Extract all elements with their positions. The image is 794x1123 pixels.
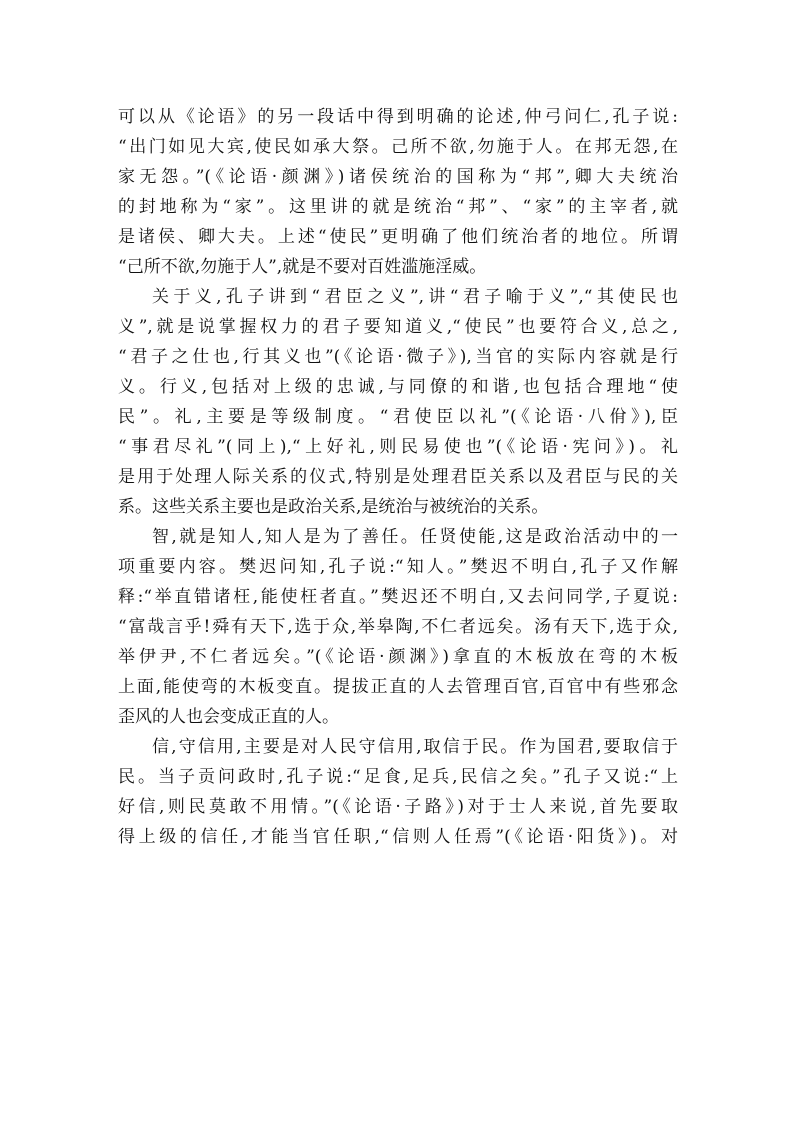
text-line: 得上级的信任,才能当官任职,“信则人任焉”(《论语·阳货》)。对	[118, 827, 678, 847]
text-line: 民。当子贡问政时,孔子说:“足食,足兵,民信之矣。”孔子又说:“上	[118, 767, 678, 787]
document-page	[118, 102, 678, 852]
paragraph	[118, 282, 678, 522]
text-line: 是用于处理人际关系的仪式,特别是处理君臣关系以及君臣与民的关	[118, 467, 678, 487]
text-line: 信,守信用,主要是对人民守信用,取信于民。作为国君,要取信于	[152, 737, 678, 757]
paragraph	[118, 732, 678, 852]
text-line: “富哉言乎!舜有天下,选于众,举皋陶,不仁者远矣。汤有天下,选于众,	[118, 617, 678, 637]
paragraph	[118, 522, 678, 732]
text-line: 智,就是知人,知人是为了善任。任贤使能,这是政治活动中的一	[152, 527, 678, 547]
text-line: “出门如见大宾,使民如承大祭。己所不欲,勿施于人。在邦无怨,在	[118, 137, 678, 157]
text-line: 是诸侯、卿大夫。上述“使民”更明确了他们统治者的地位。所谓	[118, 227, 678, 247]
text-line: “事君尽礼”(同上),“上好礼,则民易使也”(《论语·宪问》)。礼	[118, 437, 678, 457]
text-line: 义”,就是说掌握权力的君子要知道义,“使民”也要符合义,总之,	[118, 317, 678, 337]
paragraph	[118, 102, 678, 282]
text-line: 家无怨。”(《论语·颜渊》)诸侯统治的国称为“邦”,卿大夫统治	[118, 167, 678, 187]
text-line: 可以从《论语》的另一段话中得到明确的论述,仲弓问仁,孔子说:	[118, 107, 678, 127]
text-line: 民”。礼,主要是等级制度。“君使臣以礼”(《论语·八佾》),臣	[118, 407, 678, 427]
text-line: 的封地称为“家”。这里讲的就是统治“邦”、“家”的主宰者,就	[118, 197, 678, 217]
text-line: 关于义,孔子讲到“君臣之义”,讲“君子喻于义”,“其使民也	[152, 287, 678, 307]
text-line: 歪风的人也会变成正直的人。	[118, 707, 339, 727]
text-line: 举伊尹,不仁者远矣。”(《论语·颜渊》)拿直的木板放在弯的木板	[118, 647, 678, 667]
text-line: 系。这些关系主要也是政治关系,是统治与被统治的关系。	[118, 497, 549, 517]
text-line: 上面,能使弯的木板变直。提拔正直的人去管理百官,百官中有些邪念	[118, 677, 678, 697]
text-line: 释:“举直错诸枉,能使枉者直。”樊迟还不明白,又去问同学,子夏说:	[118, 587, 678, 607]
text-line: 义。行义,包括对上级的忠诚,与同僚的和谐,也包括合理地“使	[118, 377, 678, 397]
text-line: “君子之仕也,行其义也”(《论语·微子》),当官的实际内容就是行	[118, 347, 678, 367]
text-line: 项重要内容。樊迟问知,孔子说:“知人。”樊迟不明白,孔子又作解	[118, 557, 678, 577]
text-line: 好信,则民莫敢不用情。”(《论语·子路》)对于士人来说,首先要取	[118, 797, 678, 817]
text-line: “己所不欲,勿施于人”,就是不要对百姓滥施淫威。	[118, 257, 487, 277]
